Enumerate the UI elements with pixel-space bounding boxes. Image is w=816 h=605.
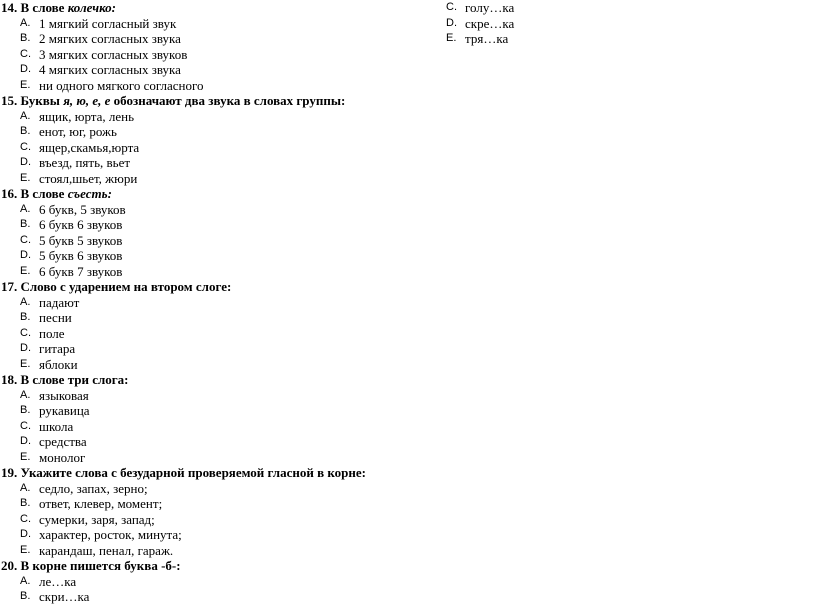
answer-option [0, 171, 420, 187]
question-text: 14. В слове [1, 0, 68, 15]
option-letter: A. [20, 109, 31, 122]
option-text: рукавица [39, 403, 90, 418]
option-text: голу…ка [465, 0, 515, 15]
option-letter: C. [20, 326, 31, 339]
option-letter: E. [20, 171, 31, 184]
question-emphasis: съесть: [67, 186, 112, 201]
answer-option [0, 248, 420, 264]
question-text: обозначают два звука в словах группы: [110, 93, 346, 108]
option-text: въезд, пять, вьет [39, 155, 131, 170]
option-letter: C. [20, 419, 31, 432]
question-title [0, 465, 420, 481]
option-letter: A. [20, 574, 31, 587]
option-text: 2 мягких согласных звука [39, 31, 181, 46]
option-text: ящик, юрта, лень [39, 108, 135, 124]
option-text: ответ, клевер, момент; [39, 496, 163, 511]
answer-option [0, 388, 420, 404]
option-letter: D. [20, 342, 31, 354]
answer-option [0, 264, 420, 280]
answer-option [0, 233, 420, 249]
question-emphasis: колечко: [67, 0, 116, 15]
option-text: 6 букв, 5 звуков [39, 201, 126, 217]
answer-option [446, 16, 786, 32]
option-letter: A. [20, 295, 31, 308]
option-text: 3 мягких согласных звуков [39, 46, 188, 62]
option-text: песни [39, 310, 72, 325]
option-letter: B. [20, 404, 31, 416]
option-text: яблоки [39, 356, 78, 372]
answer-option [0, 295, 420, 311]
question-text: 15. Буквы [1, 93, 64, 108]
option-text: 5 букв 6 звуков [39, 248, 123, 263]
answer-option [0, 202, 420, 218]
answer-option [0, 62, 420, 78]
option-text: енот, юг, рожь [39, 124, 117, 139]
question-title [0, 558, 420, 574]
answer-option [0, 47, 420, 63]
option-letter: A. [20, 202, 31, 215]
question-title [0, 186, 420, 202]
option-letter: B. [20, 497, 31, 509]
question-text: 18. В слове три слога: [1, 372, 129, 387]
answer-option [0, 16, 420, 32]
option-text: ящер,скамья,юрта [39, 139, 140, 155]
answer-option [0, 341, 420, 357]
option-letter: E. [20, 357, 31, 370]
answer-option [0, 481, 420, 497]
option-letter: D. [20, 528, 31, 540]
option-text: 6 букв 6 звуков [39, 217, 123, 232]
question-title [0, 372, 420, 388]
option-letter: D. [20, 63, 31, 75]
option-text: поле [39, 325, 65, 341]
answer-option [0, 527, 420, 543]
option-text: школа [39, 418, 74, 434]
answer-option [0, 31, 420, 47]
option-letter: E. [20, 78, 31, 91]
option-letter: C. [20, 512, 31, 525]
question-emphasis: я, ю, е, е [63, 93, 111, 108]
answer-option [0, 574, 420, 590]
option-text: языковая [39, 387, 89, 403]
right-column [446, 0, 786, 47]
option-text: стоял,шьет, жюри [39, 170, 138, 186]
option-text: сумерки, заря, запад; [39, 511, 155, 527]
option-text: 6 букв 7 звуков [39, 263, 123, 279]
option-text: 5 букв 5 звуков [39, 232, 123, 248]
option-letter: A. [20, 16, 31, 29]
answer-option [0, 450, 420, 466]
option-text: 1 мягкий согласный звук [39, 15, 177, 31]
option-letter: B. [20, 311, 31, 323]
answer-option [446, 31, 786, 47]
answer-option [0, 155, 420, 171]
option-text: гитара [39, 341, 76, 356]
answer-option [0, 310, 420, 326]
option-letter: E. [20, 450, 31, 463]
option-text: монолог [39, 449, 86, 465]
question-text: 16. В слове [1, 186, 68, 201]
option-letter: D. [20, 435, 31, 447]
option-letter: B. [20, 590, 31, 602]
option-letter: C. [20, 47, 31, 60]
option-letter: D. [20, 156, 31, 168]
option-letter: D. [20, 249, 31, 261]
option-text: скре…ка [465, 15, 515, 31]
question-title [0, 0, 420, 16]
question-title [0, 279, 420, 295]
option-text: тря…ка [465, 31, 509, 46]
option-letter: B. [20, 218, 31, 230]
option-text: карандаш, пенал, гараж. [39, 542, 174, 558]
answer-option [0, 357, 420, 373]
answer-option [0, 419, 420, 435]
option-letter: E. [20, 543, 31, 556]
question-text: 19. Укажите слова с безударной проверяемой гласной в корне: [1, 465, 366, 480]
option-text: ле…ка [39, 573, 77, 589]
option-letter: E. [446, 32, 457, 44]
answer-option [0, 543, 420, 559]
answer-option [0, 124, 420, 140]
answer-option [0, 589, 420, 605]
option-letter: C. [446, 1, 457, 13]
question-title [0, 93, 420, 109]
answer-option [0, 403, 420, 419]
question-text: 20. В корне пишется буква -б-: [1, 558, 181, 573]
answer-option [0, 78, 420, 94]
answer-option [0, 496, 420, 512]
option-text: скри…ка [39, 589, 90, 604]
answer-option [0, 326, 420, 342]
option-text: падают [39, 294, 80, 310]
answer-option [0, 512, 420, 528]
answer-option [0, 140, 420, 156]
option-letter: A. [20, 481, 31, 494]
option-text: ни одного мягкого согласного [39, 77, 204, 93]
question-text: 17. Слово с ударением на втором слоге: [1, 279, 232, 294]
answer-option [0, 217, 420, 233]
option-text: средства [39, 434, 87, 449]
option-letter: D. [446, 16, 457, 29]
option-text: седло, запах, зерно; [39, 480, 148, 496]
option-letter: E. [20, 264, 31, 277]
option-letter: A. [20, 388, 31, 401]
answer-option [0, 109, 420, 125]
option-letter: B. [20, 125, 31, 137]
option-letter: C. [20, 233, 31, 246]
answer-option [0, 434, 420, 450]
option-letter: C. [20, 140, 31, 153]
option-letter: B. [20, 32, 31, 44]
option-text: 4 мягких согласных звука [39, 62, 181, 77]
answer-option [446, 0, 786, 16]
option-text: характер, росток, минута; [39, 527, 182, 542]
